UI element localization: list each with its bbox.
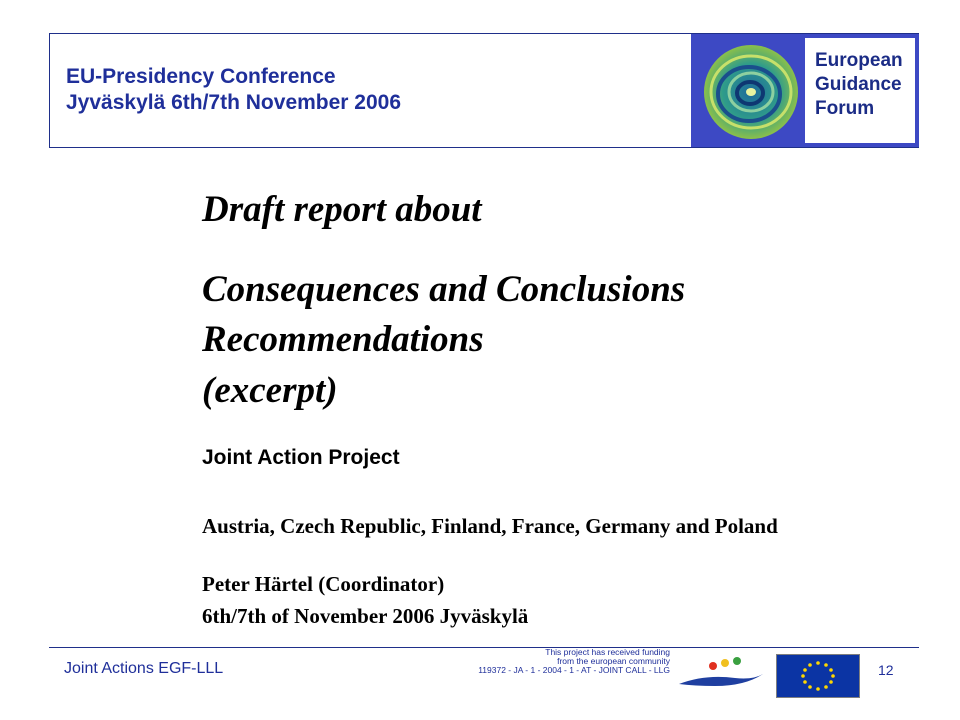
title-line1: Draft report about — [202, 189, 482, 230]
page-number: 12 — [878, 662, 894, 678]
header-box — [49, 33, 919, 148]
logo-word-guidance: Guidance — [815, 74, 902, 95]
conference-title-line1: EU-Presidency Conference — [66, 65, 336, 88]
swirl-globe-icon — [699, 40, 803, 144]
egf-logo — [691, 34, 919, 147]
title-line2: Consequences and Conclusions — [202, 269, 686, 310]
title-line3: Recommendations — [202, 319, 484, 360]
funding-line3: 119372 - JA - 1 - 2004 - 1 - AT - JOINT CALL - LLG — [478, 665, 670, 675]
coordinator-text: Peter Härtel (Coordinator) — [202, 572, 445, 596]
llp-logo-icon — [675, 652, 765, 692]
project-label: Joint Action Project — [202, 446, 400, 469]
logo-word-european: European — [815, 50, 903, 71]
eu-flag-icon — [776, 654, 860, 698]
funding-line2: from the european community — [557, 656, 670, 666]
conference-title — [66, 64, 401, 116]
funding-line1: This project has received funding — [545, 647, 670, 657]
funding-notice — [400, 648, 670, 675]
date-location-text: 6th/7th of November 2006 Jyväskylä — [202, 604, 529, 628]
logo-word-forum: Forum — [815, 98, 875, 119]
logo-text-panel — [805, 38, 915, 143]
title-line4: (excerpt) — [202, 370, 338, 411]
countries-text: Austria, Czech Republic, Finland, France, Germany and Poland — [202, 514, 778, 538]
footer-label: Joint Actions EGF-LLL — [64, 660, 224, 677]
conference-title-line2: Jyväskylä 6th/7th November 2006 — [66, 91, 402, 114]
